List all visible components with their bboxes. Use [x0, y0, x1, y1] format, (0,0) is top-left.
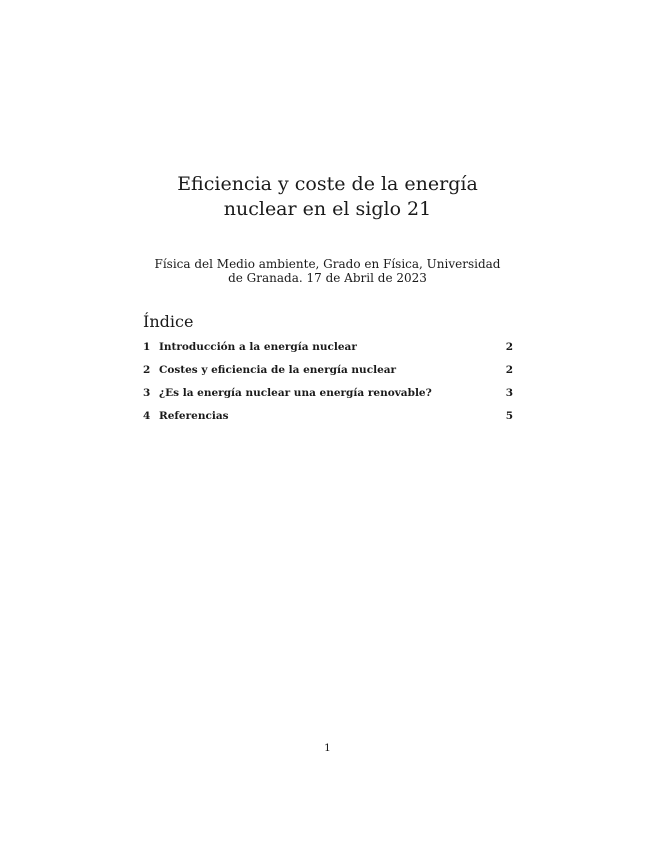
- toc-entry-label[interactable]: ¿Es la energía nuclear una energía renovable?: [159, 387, 432, 399]
- toc-entry[interactable]: [143, 409, 513, 432]
- toc-entry-label[interactable]: Costes y eficiencia de la energía nuclear: [159, 364, 397, 376]
- toc-entry-label[interactable]: Introducción a la energía nuclear: [159, 341, 357, 353]
- toc-entry-number: 3: [143, 387, 151, 399]
- toc-entry-number: 2: [143, 364, 151, 376]
- toc-entry[interactable]: [143, 386, 513, 409]
- toc-entry-number: 1: [143, 341, 151, 353]
- toc-entry-page[interactable]: 2: [505, 364, 513, 376]
- page-number: 1: [324, 742, 331, 754]
- document-title: Eficiencia y coste de la energía nuclear en el siglo 21: [177, 173, 478, 220]
- table-of-contents: [143, 340, 513, 432]
- toc-entry-page[interactable]: 5: [505, 410, 513, 422]
- toc-entry-number: 4: [143, 410, 151, 422]
- toc-entry[interactable]: [143, 340, 513, 363]
- toc-entry-label[interactable]: Referencias: [159, 410, 229, 422]
- toc-entry-page[interactable]: 3: [505, 387, 513, 399]
- toc-heading: Índice: [143, 312, 194, 331]
- document-subtitle: Física del Medio ambiente, Grado en Física, Universidad de Granada. 17 de Abril de 2023: [154, 257, 501, 285]
- toc-entry-page[interactable]: 2: [505, 341, 513, 353]
- toc-entry[interactable]: [143, 363, 513, 386]
